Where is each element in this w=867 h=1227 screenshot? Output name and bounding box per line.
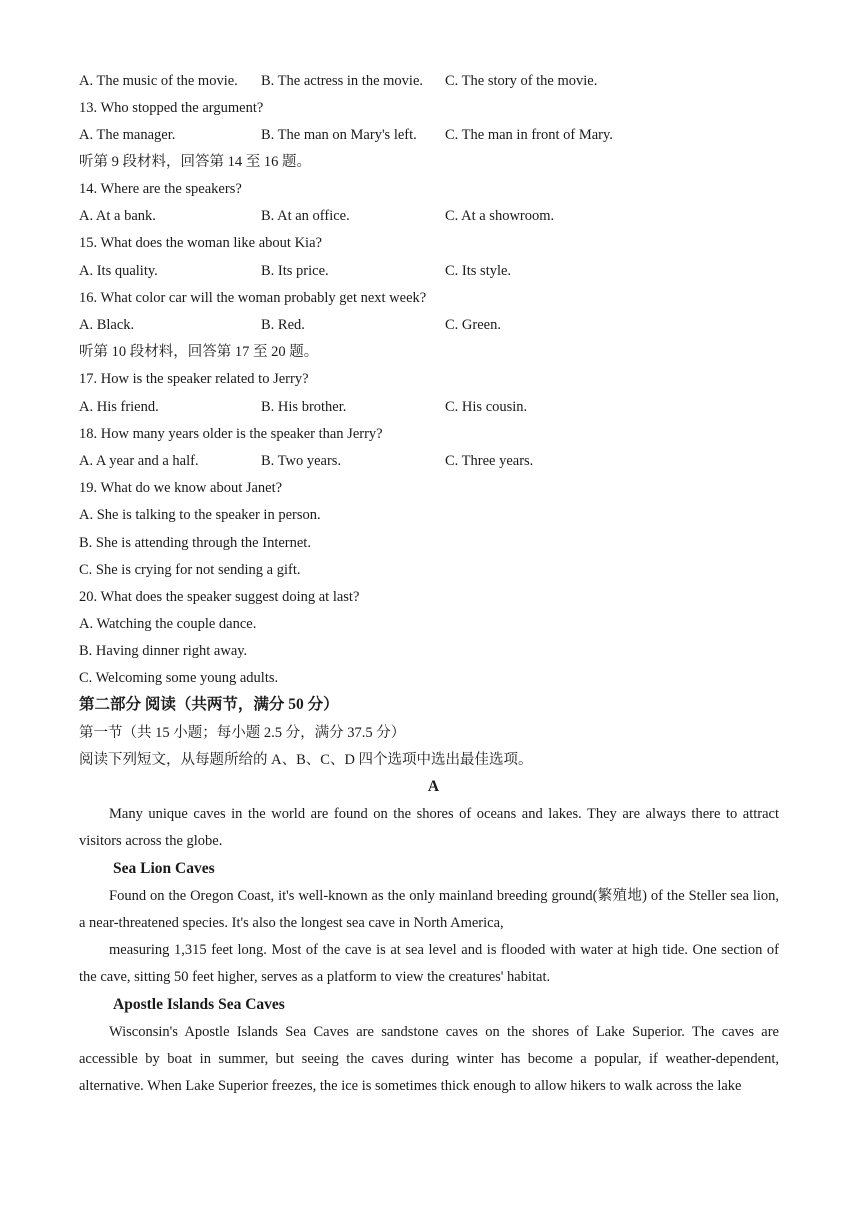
reading-instruction: 阅读下列短文，从每题所给的 A、B、C、D 四个选项中选出最佳选项。 bbox=[79, 752, 533, 768]
q18-option-b: B. Two years. bbox=[261, 453, 342, 469]
q12-option-c: C. The story of the movie. bbox=[445, 73, 598, 89]
q14-question: 14. Where are the speakers? bbox=[79, 181, 242, 197]
q20-question: 20. What does the speaker suggest doing at last? bbox=[79, 589, 360, 605]
q13-option-c: C. The man in front of Mary. bbox=[445, 127, 613, 143]
instruction-passage-9: 听第 9 段材料，回答第 14 至 16 题。 bbox=[79, 154, 311, 170]
part2-title: 第二部分 阅读（共两节，满分 50 分） bbox=[79, 696, 339, 713]
q18-option-c: C. Three years. bbox=[445, 453, 534, 469]
q13-option-b: B. The man on Mary's left. bbox=[261, 127, 417, 143]
q14-option-a: A. At a bank. bbox=[79, 208, 156, 224]
q14-option-c: C. At a showroom. bbox=[445, 208, 555, 224]
q13-option-a: A. The manager. bbox=[79, 127, 176, 143]
cave1-paragraph-1: Found on the Oregon Coast, it's well-known as the only mainland breeding ground(繁殖地) of the Steller sea lion, a near-threatened species. It's also the longest sea cave in North America, bbox=[79, 888, 779, 932]
q17-question: 17. How is the speaker related to Jerry? bbox=[79, 371, 309, 387]
section1-heading: 第一节（共 15 小题；每小题 2.5 分，满分 37.5 分） bbox=[79, 725, 406, 741]
q13-question: 13. Who stopped the argument? bbox=[79, 100, 264, 116]
passage-intro: Many unique caves in the world are found on the shores of oceans and lakes. They are always there to attract visitors across the globe. bbox=[79, 806, 779, 850]
q17-option-b: B. His brother. bbox=[261, 399, 347, 415]
q18-option-a: A. A year and a half. bbox=[79, 453, 199, 469]
passage-label: A bbox=[427, 778, 440, 795]
q17-option-a: A. His friend. bbox=[79, 399, 159, 415]
q17-option-c: C. His cousin. bbox=[445, 399, 528, 415]
q12-option-a: A. The music of the movie. bbox=[79, 73, 238, 89]
q15-option-b: B. Its price. bbox=[261, 263, 329, 279]
cave2-title: Apostle Islands Sea Caves bbox=[113, 996, 285, 1013]
q19-option-a: A. She is talking to the speaker in person. bbox=[79, 507, 321, 523]
q20-option-a: A. Watching the couple dance. bbox=[79, 616, 257, 632]
q16-question: 16. What color car will the woman probably get next week? bbox=[79, 290, 427, 306]
q14-option-b: B. At an office. bbox=[261, 208, 350, 224]
cave2-paragraph-1: Wisconsin's Apostle Islands Sea Caves are sandstone caves on the shores of Lake Superior. The caves are accessible by boat in summer, but seeing the caves during winter has become a popular, if weather-dependent, alternative. When Lake Superior freezes, the ice is sometimes thick enough to allow hikers to walk across the lake bbox=[79, 1024, 779, 1095]
q15-question: 15. What does the woman like about Kia? bbox=[79, 235, 322, 251]
q15-option-c: C. Its style. bbox=[445, 263, 512, 279]
q19-option-c: C. She is crying for not sending a gift. bbox=[79, 562, 301, 578]
cave1-title: Sea Lion Caves bbox=[113, 860, 215, 877]
q16-option-a: A. Black. bbox=[79, 317, 135, 333]
q19-option-b: B. She is attending through the Internet. bbox=[79, 535, 311, 551]
cave1-paragraph-2: measuring 1,315 feet long. Most of the cave is at sea level and is flooded with water at high tide. One section of the cave, sitting 50 feet higher, serves as a platform to view the creatures' habitat. bbox=[79, 942, 779, 986]
q18-question: 18. How many years older is the speaker than Jerry? bbox=[79, 426, 383, 442]
q16-option-c: C. Green. bbox=[445, 317, 501, 333]
q16-option-b: B. Red. bbox=[261, 317, 305, 333]
q15-option-a: A. Its quality. bbox=[79, 263, 158, 279]
q20-option-c: C. Welcoming some young adults. bbox=[79, 670, 279, 686]
q20-option-b: B. Having dinner right away. bbox=[79, 643, 248, 659]
q19-question: 19. What do we know about Janet? bbox=[79, 480, 283, 496]
q12-option-b: B. The actress in the movie. bbox=[261, 73, 424, 89]
instruction-passage-10: 听第 10 段材料，回答第 17 至 20 题。 bbox=[79, 344, 319, 360]
